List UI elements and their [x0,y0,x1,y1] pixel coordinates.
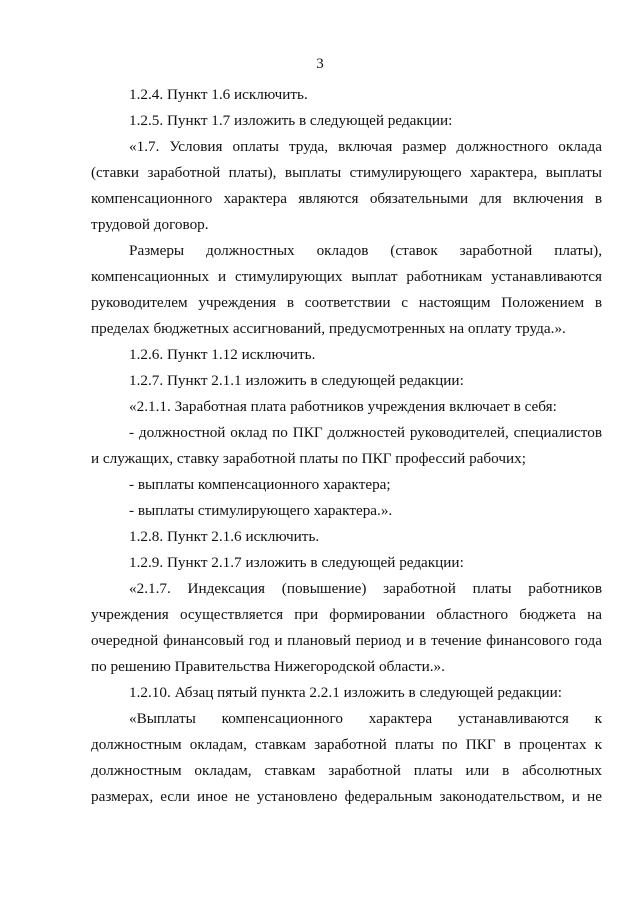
paragraph-1-2-8: 1.2.8. Пункт 2.1.6 исключить. [129,528,320,545]
page-number: 3 [316,56,324,72]
list-item-compensation: - выплаты компенсационного характера; [129,476,391,493]
document-body [91,82,602,810]
paragraph-1-2-4: 1.2.4. Пункт 1.6 исключить. [129,86,308,103]
paragraph-1-2-9: 1.2.9. Пункт 2.1.7 изложить в следующей редакции: [129,554,464,571]
paragraph-quote-2-1-7: «2.1.7. Индексация (повышение) заработной платы работников учреждения осуществляется при формировании областного бюджета на очередной финансовый год и плановый период и в течение финансового года по решению Правительства Нижегородской области.». [91,580,602,675]
paragraph-1-2-6: 1.2.6. Пункт 1.12 исключить. [129,346,316,363]
paragraph-quote-2-1-1: «2.1.1. Заработная плата работников учреждения включает в себя: [129,398,557,415]
list-item-official-salary: - должностной оклад по ПКГ должностей руководителей, специалистов и служащих, ставку заработной платы по ПКГ профессий рабочих; [91,424,602,467]
paragraph-1-2-10: 1.2.10. Абзац пятый пункта 2.2.1 изложить в следующей редакции: [129,684,562,701]
paragraph-salary-sizes: Размеры должностных окладов (ставок заработной платы), компенсационных и стимулирующих выплат работникам устанавливаются руководителем учреждения в соответствии с настоящим Положением в пределах бюджетных ассигнований, предусмотренных на оплату труда.». [91,242,602,337]
paragraph-quote-1-7: «1.7. Условия оплаты труда, включая размер должностного оклада (ставки заработной платы), выплаты стимулирующего характера, выплаты компенсационного характера являются обязательными для включения в трудовой договор. [91,138,602,233]
paragraph-1-2-5: 1.2.5. Пункт 1.7 изложить в следующей редакции: [129,112,453,129]
paragraph-compensation-payments: «Выплаты компенсационного характера устанавливаются к должностным окладам, ставкам заработной платы по ПКГ в процентах к должностным окладам, ставкам заработной платы или в абсолютных размерах, если иное не установлено федеральным законодательством, и не [91,710,602,805]
list-item-incentive: - выплаты стимулирующего характера.». [129,502,393,519]
paragraph-1-2-7: 1.2.7. Пункт 2.1.1 изложить в следующей редакции: [129,372,464,389]
